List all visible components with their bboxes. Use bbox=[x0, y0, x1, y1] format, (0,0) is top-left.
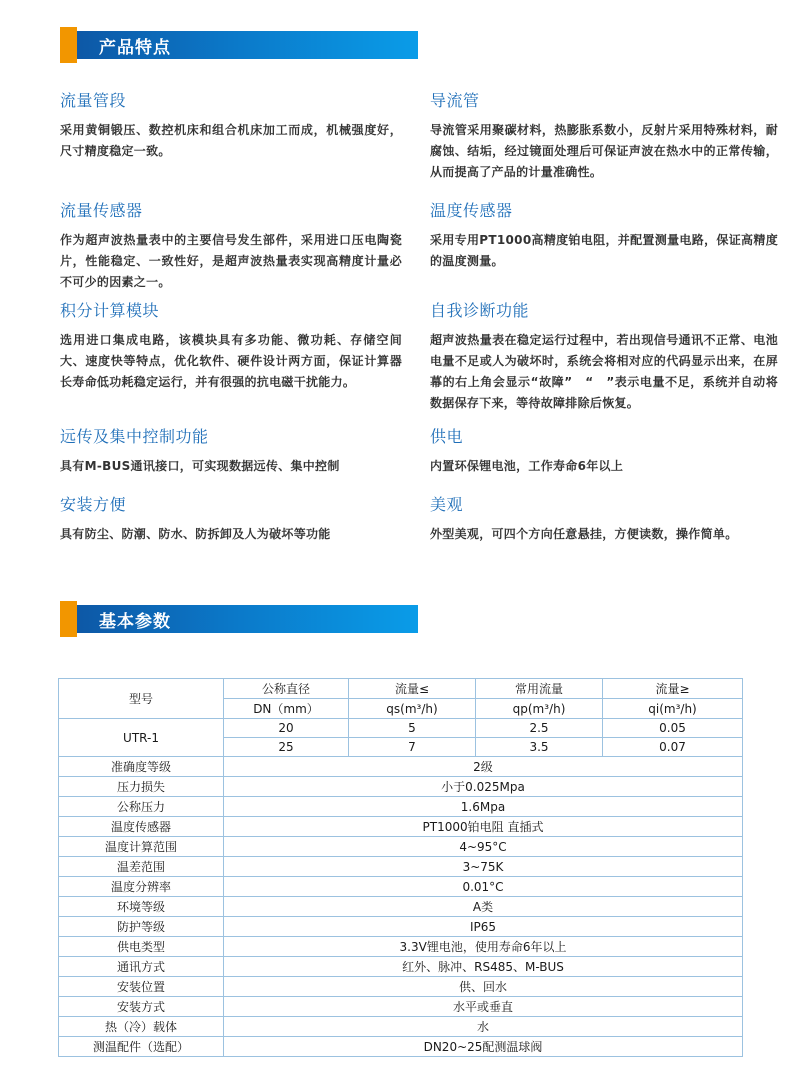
feature-title: 供电 bbox=[430, 427, 464, 446]
col-header-flow-min: 流量≥ bbox=[603, 679, 743, 699]
cell-qs: 7 bbox=[349, 738, 476, 757]
table-row bbox=[59, 1037, 743, 1057]
spec-label: 防护等级 bbox=[59, 917, 224, 937]
spec-value: IP65 bbox=[224, 917, 743, 937]
col-header-nominal-diameter: 公称直径 bbox=[224, 679, 349, 699]
feature-self-diagnosis bbox=[430, 298, 778, 414]
feature-title: 温度传感器 bbox=[430, 201, 513, 220]
table-row bbox=[59, 757, 743, 777]
spec-label: 热（冷）载体 bbox=[59, 1017, 224, 1037]
table-row bbox=[59, 877, 743, 897]
spec-label: 通讯方式 bbox=[59, 957, 224, 977]
spec-value: 1.6Mpa bbox=[224, 797, 743, 817]
spec-label: 测温配件（选配） bbox=[59, 1037, 224, 1057]
table-row bbox=[59, 957, 743, 977]
spec-value: 水平或垂直 bbox=[224, 997, 743, 1017]
table-row bbox=[59, 797, 743, 817]
feature-guide-tube bbox=[430, 88, 778, 183]
table-row bbox=[59, 977, 743, 997]
feature-title: 美观 bbox=[430, 495, 464, 514]
features-section-banner bbox=[60, 27, 418, 63]
table-row bbox=[59, 857, 743, 877]
col-header-flow-max: 流量≤ bbox=[349, 679, 476, 699]
spec-value: 4~95°C bbox=[224, 837, 743, 857]
spec-value: 小于0.025Mpa bbox=[224, 777, 743, 797]
cell-qi: 0.07 bbox=[603, 738, 743, 757]
cell-dn: 25 bbox=[224, 738, 349, 757]
spec-label: 供电类型 bbox=[59, 937, 224, 957]
table-row bbox=[59, 1017, 743, 1037]
spec-label: 安装位置 bbox=[59, 977, 224, 997]
cell-qs: 5 bbox=[349, 719, 476, 738]
spec-value: 3.3V锂电池，使用寿命6年以上 bbox=[224, 937, 743, 957]
spec-label: 准确度等级 bbox=[59, 757, 224, 777]
table-header-row-1 bbox=[59, 679, 743, 699]
spec-label: 温度分辨率 bbox=[59, 877, 224, 897]
table-row bbox=[59, 917, 743, 937]
feature-body: 内置环保锂电池，工作寿命6年以上 bbox=[430, 459, 624, 473]
feature-flow-pipe bbox=[60, 88, 402, 162]
spec-label: 压力损失 bbox=[59, 777, 224, 797]
feature-integral-module bbox=[60, 298, 402, 393]
col-subheader-dn: DN（mm） bbox=[224, 699, 349, 719]
col-header-model: 型号 bbox=[59, 679, 224, 719]
basic-parameters-table bbox=[58, 678, 743, 1057]
spec-value: A类 bbox=[224, 897, 743, 917]
spec-value: PT1000铂电阻 直插式 bbox=[224, 817, 743, 837]
spec-value: 水 bbox=[224, 1017, 743, 1037]
table-row bbox=[59, 719, 743, 738]
table-row bbox=[59, 897, 743, 917]
feature-title: 自我诊断功能 bbox=[430, 301, 530, 320]
feature-body: 导流管采用聚碳材料，热膨胀系数小，反射片采用特殊材料，耐腐蚀、结垢，经过镜面处理后可保证声波在热水中的正常传输，从而提高了产品的计量准确性。 bbox=[430, 123, 778, 179]
spec-value: 供、回水 bbox=[224, 977, 743, 997]
spec-label: 温差范围 bbox=[59, 857, 224, 877]
orange-accent-square bbox=[60, 27, 77, 63]
parameters-section-banner bbox=[60, 601, 418, 637]
col-subheader-qp: qp(m³/h) bbox=[476, 699, 603, 719]
spec-label: 公称压力 bbox=[59, 797, 224, 817]
feature-body: 采用黄铜锻压、数控机床和组合机床加工而成，机械强度好，尺寸精度稳定一致。 bbox=[60, 123, 402, 158]
parameters-banner-bar bbox=[77, 605, 418, 633]
table-row bbox=[59, 837, 743, 857]
parameters-banner-title: 基本参数 bbox=[99, 611, 171, 632]
feature-temp-sensor bbox=[430, 198, 778, 272]
cell-qp: 2.5 bbox=[476, 719, 603, 738]
feature-title: 安装方便 bbox=[60, 495, 127, 514]
feature-body: 外型美观，可四个方向任意悬挂，方便读数，操作简单。 bbox=[430, 527, 738, 541]
spec-value: 2级 bbox=[224, 757, 743, 777]
features-banner-title: 产品特点 bbox=[99, 37, 171, 58]
table-row bbox=[59, 777, 743, 797]
feature-title: 积分计算模块 bbox=[60, 301, 160, 320]
feature-flow-sensor bbox=[60, 198, 402, 293]
feature-body: 作为超声波热量表中的主要信号发生部件，采用进口压电陶瓷片，性能稳定、一致性好，是超声波热量表实现高精度计量必不可少的因素之一。 bbox=[60, 233, 402, 289]
cell-qp: 3.5 bbox=[476, 738, 603, 757]
feature-body: 采用专用PT1000高精度铂电阻，并配置测量电路，保证高精度的温度测量。 bbox=[430, 233, 778, 268]
feature-remote-control bbox=[60, 424, 402, 477]
spec-label: 安装方式 bbox=[59, 997, 224, 1017]
feature-title: 远传及集中控制功能 bbox=[60, 427, 209, 446]
feature-power-supply bbox=[430, 424, 778, 477]
spec-value: 0.01°C bbox=[224, 877, 743, 897]
cell-dn: 20 bbox=[224, 719, 349, 738]
feature-body: 具有防尘、防潮、防水、防拆卸及人为破坏等功能 bbox=[60, 527, 331, 541]
feature-appearance bbox=[430, 492, 778, 545]
spec-label: 温度计算范围 bbox=[59, 837, 224, 857]
model-cell: UTR-1 bbox=[59, 719, 224, 757]
col-header-common-flow: 常用流量 bbox=[476, 679, 603, 699]
col-subheader-qs: qs(m³/h) bbox=[349, 699, 476, 719]
feature-body: 具有M-BUS通讯接口，可实现数据远传、集中控制 bbox=[60, 459, 340, 473]
feature-title: 流量管段 bbox=[60, 91, 127, 110]
spec-value: 3~75K bbox=[224, 857, 743, 877]
col-subheader-qi: qi(m³/h) bbox=[603, 699, 743, 719]
feature-easy-install bbox=[60, 492, 402, 545]
spec-label: 温度传感器 bbox=[59, 817, 224, 837]
feature-title: 导流管 bbox=[430, 91, 480, 110]
table-row bbox=[59, 997, 743, 1017]
orange-accent-square bbox=[60, 601, 77, 637]
features-banner-bar bbox=[77, 31, 418, 59]
spec-value: 红外、脉冲、RS485、M-BUS bbox=[224, 957, 743, 977]
spec-value: DN20~25配测温球阀 bbox=[224, 1037, 743, 1057]
feature-title: 流量传感器 bbox=[60, 201, 143, 220]
cell-qi: 0.05 bbox=[603, 719, 743, 738]
feature-body: 超声波热量表在稳定运行过程中，若出现信号通讯不正常、电池电量不足或人为破坏时，系统会将相对应的代码显示出来，在屏幕的右上角会显示“故障” “ ”表示电量不足，系统并自动将数据保存下来，等待故障排除后恢复。 bbox=[430, 333, 778, 410]
table-row bbox=[59, 817, 743, 837]
table-row bbox=[59, 937, 743, 957]
spec-label: 环境等级 bbox=[59, 897, 224, 917]
feature-body: 选用进口集成电路，该模块具有多功能、微功耗、存储空间大、速度快等特点，优化软件、硬件设计两方面，保证计算器长寿命低功耗稳定运行，并有很强的抗电磁干扰能力。 bbox=[60, 333, 402, 389]
